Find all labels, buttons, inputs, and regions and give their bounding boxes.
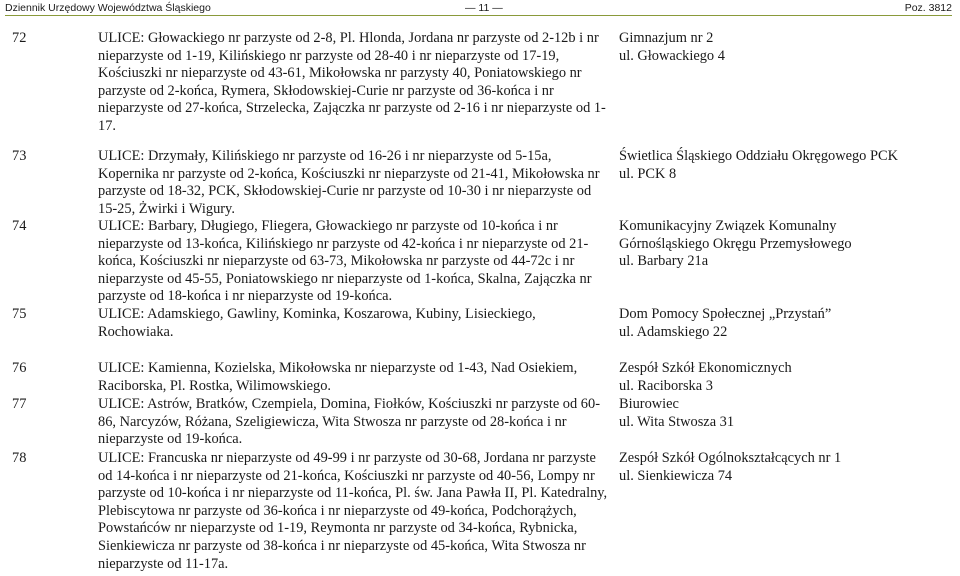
district-streets: ULICE: Kamienna, Kozielska, Mikołowska nr nieparzyste od 1-43, Nad Osiekiem, Raciborska, Pl. Rostka, Wilimowskiego. <box>98 360 578 394</box>
polling-place <box>619 306 949 341</box>
district-number: 72 <box>12 30 27 46</box>
polling-place-line: Biurowiec <box>619 396 679 412</box>
polling-place <box>619 360 949 395</box>
header-rule <box>5 15 952 16</box>
polling-place <box>619 148 949 183</box>
polling-place-line: ul. Adamskiego 22 <box>619 323 728 340</box>
polling-place-line: Zespół Szkół Ekonomicznych <box>619 360 792 376</box>
page-header <box>5 0 952 16</box>
district-number: 77 <box>12 396 27 412</box>
district-streets: ULICE: Głowackiego nr parzyste od 2-8, Pl. Hlonda, Jordana nr parzyste od 2-12b i nr nieparzyste od 1-19, Kilińskiego nr parzyste od 28-40 i nr nieparzyste od 17-19, Kościuszki nr nieparzyste od 43-61, Mikołowska nr parzysty 40, Poniatowskiego nr parzyste od 2-końca, Rymera, Skłodowskiej-Curie nr parzyste od 36-końca i nr nieparzyste od 27-końca, Strzelecka, Zajączka nr parzyste od 2-16 i nr nieparzyste od 1-17. <box>98 30 606 134</box>
district-streets: ULICE: Barbary, Długiego, Fliegera, Głowackiego nr parzyste od 10-końca i nr nieparzyste od 13-końca, Kilińskiego nr parzyste od 42-końca i nr nieparzyste od 21-końca, Kościuszki nr nieparzyste od 63-73, Mikołowska nr parzyste od 44-72c i nr nieparzyste od 45-55, Poniatowskiego nr nieparzyste od 1-końca, Skalna, Zajączka nr parzyste od 18-końca i nr nieparzyste od 19-końca. <box>98 218 592 305</box>
journal-title: Dziennik Urzędowy Województwa Śląskiego <box>5 2 211 14</box>
polling-place <box>619 450 949 485</box>
polling-place-line: ul. PCK 8 <box>619 165 677 182</box>
polling-place <box>619 30 949 65</box>
district-streets: ULICE: Francuska nr nieparzyste od 49-99 i nr parzyste od 30-68, Jordana nr parzyste od 14-końca i nr nieparzyste od 21-końca, Kościuszki nr parzyste od 40-56, Lompy nr parzyste od 10-końca i nr nieparzyste od 11-końca, Pl. św. Jana Pawła II, Pl. Katedralny, Plebiscytowa nr parzyste od 36-końca i nr nieparzyste od 49-końca, Podchorążych, Powstańców nr nieparzyste od 1-19, Reymonta nr parzyste od 34-końca, Rybnicka, Sienkiewicza nr parzyste od 38-końca i nr nieparzyste od 45-końca, Wita Stwosza nr nieparzyste od 11-17a. <box>98 450 608 572</box>
polling-place-line: ul. Wita Stwosza 31 <box>619 413 735 430</box>
polling-place-line: Dom Pomocy Społecznej „Przystań” <box>619 306 832 322</box>
district-number: 76 <box>12 360 27 376</box>
district-streets: ULICE: Drzymały, Kilińskiego nr parzyste od 16-26 i nr nieparzyste od 5-15a, Kopernika nr parzyste od 2-końca, Kościuszki nr nieparzyste od 21-41, Mikołowska nr parzyste od 18-32, PCK, Skłodowskiej-Curie nr parzyste od 10-30 i nr nieparzyste od 15-25, Żwirki i Wigury. <box>98 148 600 217</box>
district-number: 73 <box>12 148 27 164</box>
district-number: 75 <box>12 306 27 322</box>
polling-place-line: Gimnazjum nr 2 <box>619 30 714 46</box>
polling-place <box>619 396 949 431</box>
polling-place-line: ul. Sienkiewicza 74 <box>619 467 733 484</box>
polling-place-line: Świetlica Śląskiego Oddziału Okręgowego PCK <box>619 148 898 164</box>
polling-place-line: ul. Barbary 21a <box>619 253 709 270</box>
polling-place-line: Komunikacyjny Związek Komunalny <box>619 218 837 234</box>
polling-place-line: Górnośląskiego Okręgu Przemysłowego <box>619 235 852 252</box>
district-streets: ULICE: Astrów, Bratków, Czempiela, Domina, Fiołków, Kościuszki nr parzyste od 60-86, Narcyzów, Różana, Szeligiewicza, Wita Stwosza nr parzyste od 28-końca i nr nieparzyste od 19-końca. <box>98 396 600 448</box>
polling-place-line: ul. Głowackiego 4 <box>619 47 725 64</box>
district-streets: ULICE: Adamskiego, Gawliny, Kominka, Koszarowa, Kubiny, Lisieckiego, Rochowiaka. <box>98 306 536 340</box>
polling-place-line: ul. Raciborska 3 <box>619 377 713 394</box>
district-number: 74 <box>12 218 27 234</box>
polling-place <box>619 218 949 271</box>
page-number: — 11 — <box>465 2 503 14</box>
polling-place-line: Zespół Szkół Ogólnokształcących nr 1 <box>619 450 842 466</box>
district-number: 78 <box>12 450 27 466</box>
position-number: Poz. 3812 <box>904 2 952 14</box>
